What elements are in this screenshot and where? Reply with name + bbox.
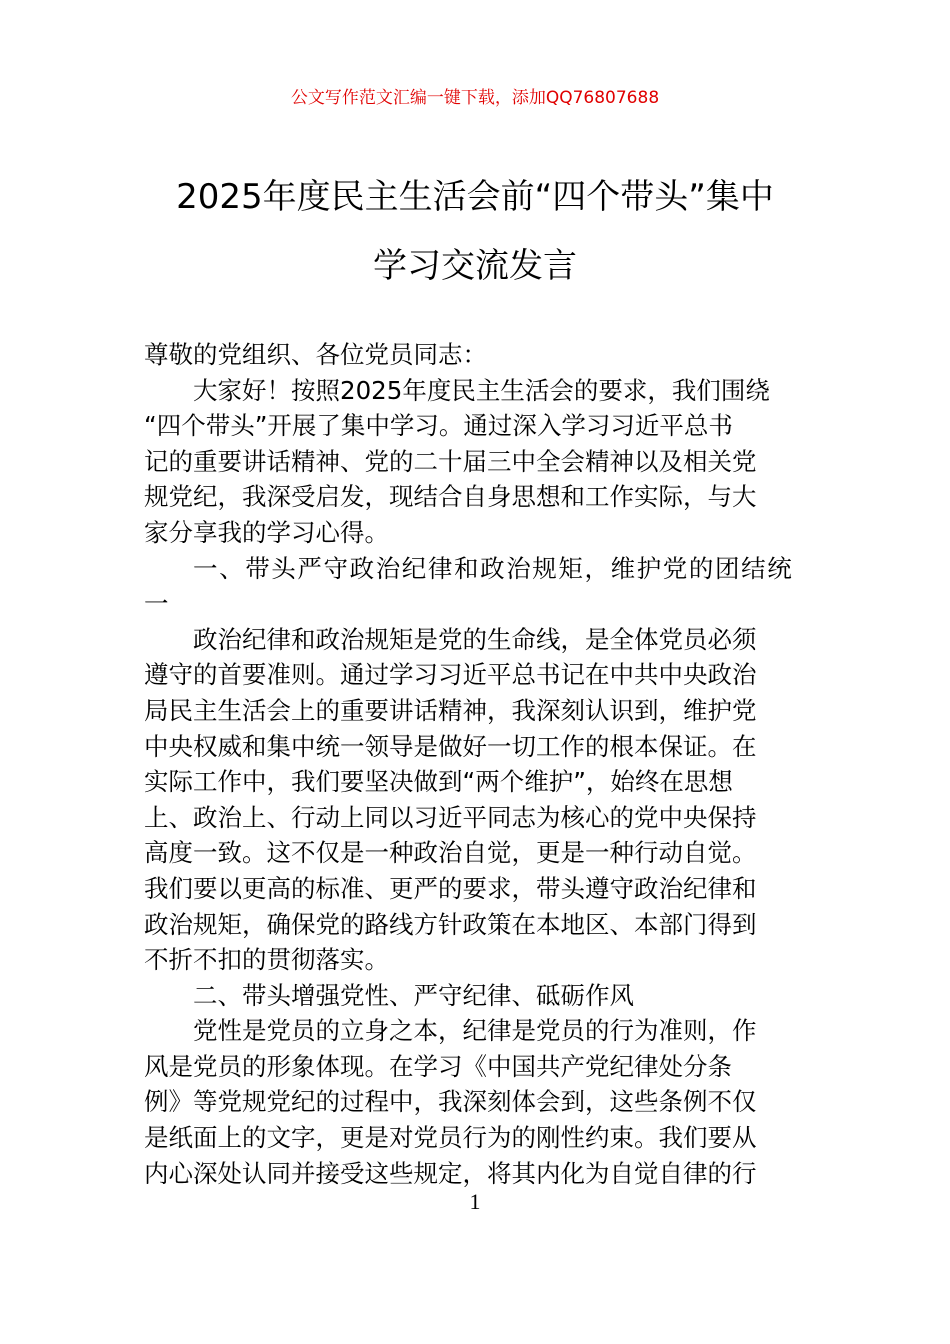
document-body [144, 337, 808, 1191]
body-line: 风是党员的形象体现。在学习《中国共产党纪律处分条 [144, 1051, 732, 1081]
body-line: 中央权威和集中统一领导是做好一切工作的根本保证。在 [144, 731, 757, 761]
body-line: 高度一致。这不仅是一种政治自觉，更是一种行动自觉。 [144, 838, 757, 868]
section-heading-line: 一、带头严守政治纪律和政治规矩，维护党的团结统 [193, 553, 794, 583]
page-number: 1 [469, 1189, 481, 1214]
header-download-note: 公文写作范文汇编一键下载，添加QQ76807688 [290, 88, 660, 108]
document-title-line-1: 2025年度民主生活会前“四个带头”集中 [176, 177, 774, 217]
body-line: 大家好！按照2025年度民主生活会的要求，我们围绕 [193, 375, 770, 405]
section-heading-line: 二、带头增强党性、严守纪律、砥砺作风 [193, 980, 634, 1010]
body-line: 是纸面上的文字，更是对党员行为的刚性约束。我们要从 [144, 1123, 757, 1153]
body-line: 政治规矩，确保党的路线方针政策在本地区、本部门得到 [144, 909, 757, 939]
body-line: 不折不扣的贯彻落实。 [144, 945, 389, 975]
body-line: 记的重要讲话精神、党的二十届三中全会精神以及相关党 [144, 446, 757, 476]
body-line: 规党纪，我深受启发，现结合自身思想和工作实际，与大 [144, 482, 757, 512]
body-line: “四个带头”开展了集中学习。通过深入学习习近平总书 [144, 411, 733, 441]
body-line: 例》等党规党纪的过程中，我深刻体会到，这些条例不仅 [144, 1087, 757, 1117]
body-line: 党性是党员的立身之本，纪律是党员的行为准则，作 [193, 1016, 757, 1046]
body-line: 上、政治上、行动上同以习近平同志为核心的党中央保持 [144, 802, 757, 832]
body-line: 我们要以更高的标准、更严的要求，带头遵守政治纪律和 [144, 873, 757, 903]
salutation-line: 尊敬的党组织、各位党员同志： [144, 340, 487, 369]
body-line: 实际工作中，我们要坚决做到“两个维护”，始终在思想 [144, 767, 733, 797]
body-line: 家分享我的学习心得。 [144, 517, 389, 547]
document-title-line-2: 学习交流发言 [373, 246, 577, 286]
body-line: 政治纪律和政治规矩是党的生命线，是全体党员必须 [193, 624, 757, 654]
body-line: 遵守的首要准则。通过学习习近平总书记在中共中央政治 [144, 660, 757, 690]
section-heading-line: 一 [144, 589, 171, 619]
body-line: 内心深处认同并接受这些规定，将其内化为自觉自律的行 [144, 1158, 757, 1188]
body-line: 局民主生活会上的重要讲话精神，我深刻认识到，维护党 [144, 695, 757, 725]
